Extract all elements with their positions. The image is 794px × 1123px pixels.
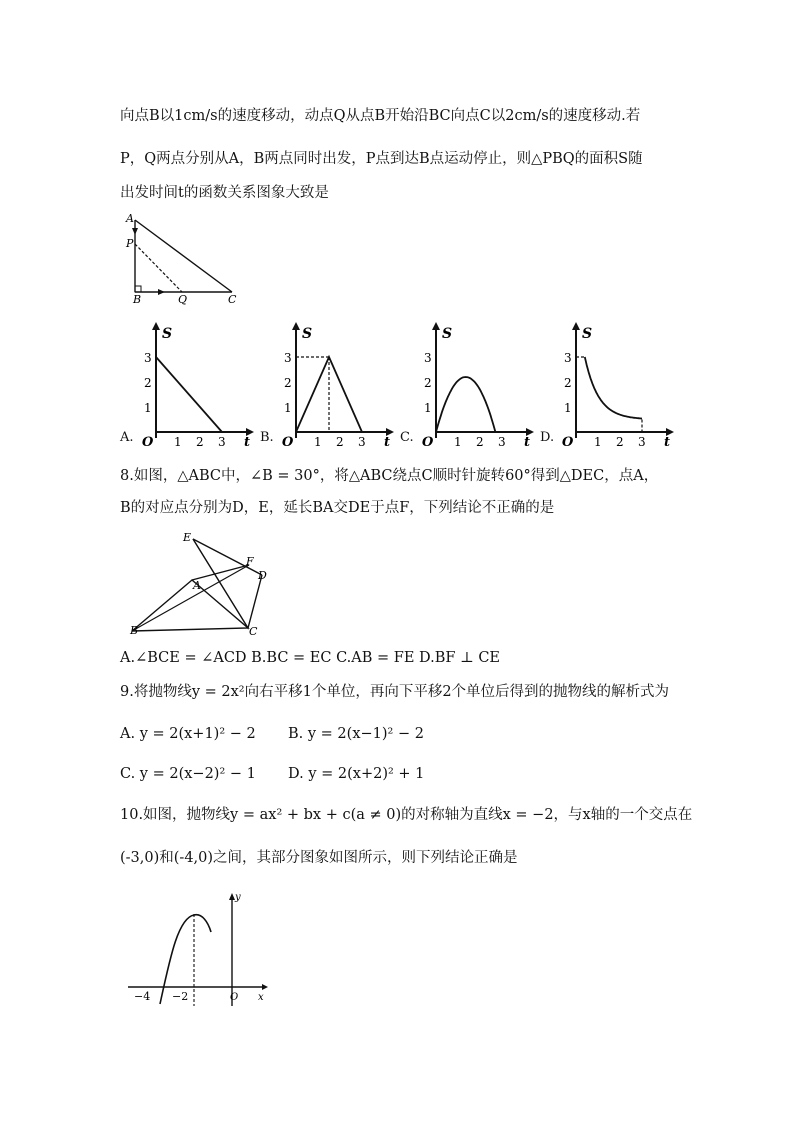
y-tick-1: 1 [284,401,292,415]
x-tick-2: 2 [616,435,624,449]
label-E: E [183,531,192,544]
label-A: A [126,212,134,225]
q8-options: A.∠BCE = ∠ACD B.BC = EC C.AB = FE D.BF ⊥ CE [120,650,500,666]
q7-option-graph-4 [538,318,671,450]
graph-curve [436,377,495,432]
q9-option-b: B. y = 2(x−1)² − 2 [288,726,424,742]
x-tick-3: 3 [638,435,646,449]
x-tick-1: 1 [454,435,462,449]
axis-s-label: S [582,326,593,342]
label-C: C [228,293,237,306]
q8-rotation-figure [122,528,282,640]
axis-t-label: t [524,435,531,450]
q9-option-c: C. y = 2(x−2)² − 1 [120,766,256,782]
y-axis-arrow [292,322,300,330]
origin-label: O [142,435,154,450]
x-tick-3: 3 [358,435,366,449]
q10-line2: (-3,0)和(-4,0)之间，其部分图象如图所示，则下列结论正确是 [120,850,518,866]
q7-option-graph-1 [118,318,251,450]
q7-line3: 出发时间t的函数关系图象大致是 [120,185,329,201]
y-tick-3: 3 [144,351,152,365]
y-axis-arrow [572,322,580,330]
x-tick-1: 1 [314,435,322,449]
y-tick-2: 2 [564,376,572,390]
origin-label: O [422,435,434,450]
q7-option-graph-3 [398,318,531,450]
q8-line1: 8.如图，△ABC中，∠B = 30°，将△ABC绕点C顺时针旋转60°得到△DEC，点A， [120,468,659,484]
q7-line1: 向点B以1cm/s的速度移动，动点Q从点B开始沿BC向点C以2cm/s的速度移动.若 [120,108,641,124]
y-tick-1: 1 [564,401,572,415]
q7-option-letter-4: D. [540,430,555,445]
x-tick-1: 1 [594,435,602,449]
x-tick-2: 2 [196,435,204,449]
x-tick-2: 2 [476,435,484,449]
tick-minus4: −4 [134,990,151,1003]
axis-s-label: S [302,326,313,342]
q9-option-a: A. y = 2(x+1)² − 2 [120,726,256,742]
x-tick-1: 1 [174,435,182,449]
y-tick-3: 3 [284,351,292,365]
label-Q: Q [178,293,188,306]
q9-option-d: D. y = 2(x+2)² + 1 [288,766,425,782]
y-tick-3: 3 [564,351,572,365]
label-D: D [258,569,267,582]
origin-label: O [562,435,574,450]
y-tick-2: 2 [144,376,152,390]
q7-option-letter-3: C. [400,430,414,445]
y-axis-arrow [152,322,160,330]
tick-minus2: −2 [172,990,189,1003]
y-tick-3: 3 [424,351,432,365]
y-tick-2: 2 [284,376,292,390]
label-C2: C [249,625,258,638]
q10-line1: 10.如图，抛物线y = ax² + bx + c(a ≠ 0)的对称轴为直线x = −2，与x轴的一个交点在 [120,807,693,823]
origin-label: O [230,992,239,1003]
y-tick-1: 1 [144,401,152,415]
axis-x-label: x [258,992,264,1003]
x-tick-3: 3 [218,435,226,449]
label-F: F [246,555,254,568]
x-tick-3: 3 [498,435,506,449]
q7-triangle-figure [118,210,248,305]
y-tick-1: 1 [424,401,432,415]
y-tick-2: 2 [424,376,432,390]
q7-line2: P，Q两点分别从A，B两点同时出发，P点到达B点运动停止，则△PBQ的面积S随 [120,151,643,167]
x-tick-2: 2 [336,435,344,449]
axis-t-label: t [384,435,391,450]
q9-stem: 9.将抛物线y = 2x²向右平移1个单位，再向下平移2个单位后得到的抛物线的解析式为 [120,684,670,700]
label-P: P [126,237,134,250]
label-B: B [133,293,142,306]
q8-line2: B的对应点分别为D，E，延长BA交DE于点F，下列结论不正确的是 [120,500,555,516]
axis-t-label: t [244,435,251,450]
q10-parabola-figure [122,888,272,1010]
y-axis-arrow [432,322,440,330]
origin-label: O [282,435,294,450]
axis-s-label: S [162,326,173,342]
label-A2: A [193,579,201,592]
q7-option-letter-1: A. [120,430,134,445]
axis-t-label: t [664,435,671,450]
q7-option-graph-2 [258,318,391,450]
q7-option-letter-2: B. [260,430,274,445]
graph-curve [585,357,642,419]
axis-s-label: S [442,326,453,342]
axis-y-label: y [235,892,241,903]
graph-curve [156,357,222,432]
label-B2: B [130,624,139,637]
